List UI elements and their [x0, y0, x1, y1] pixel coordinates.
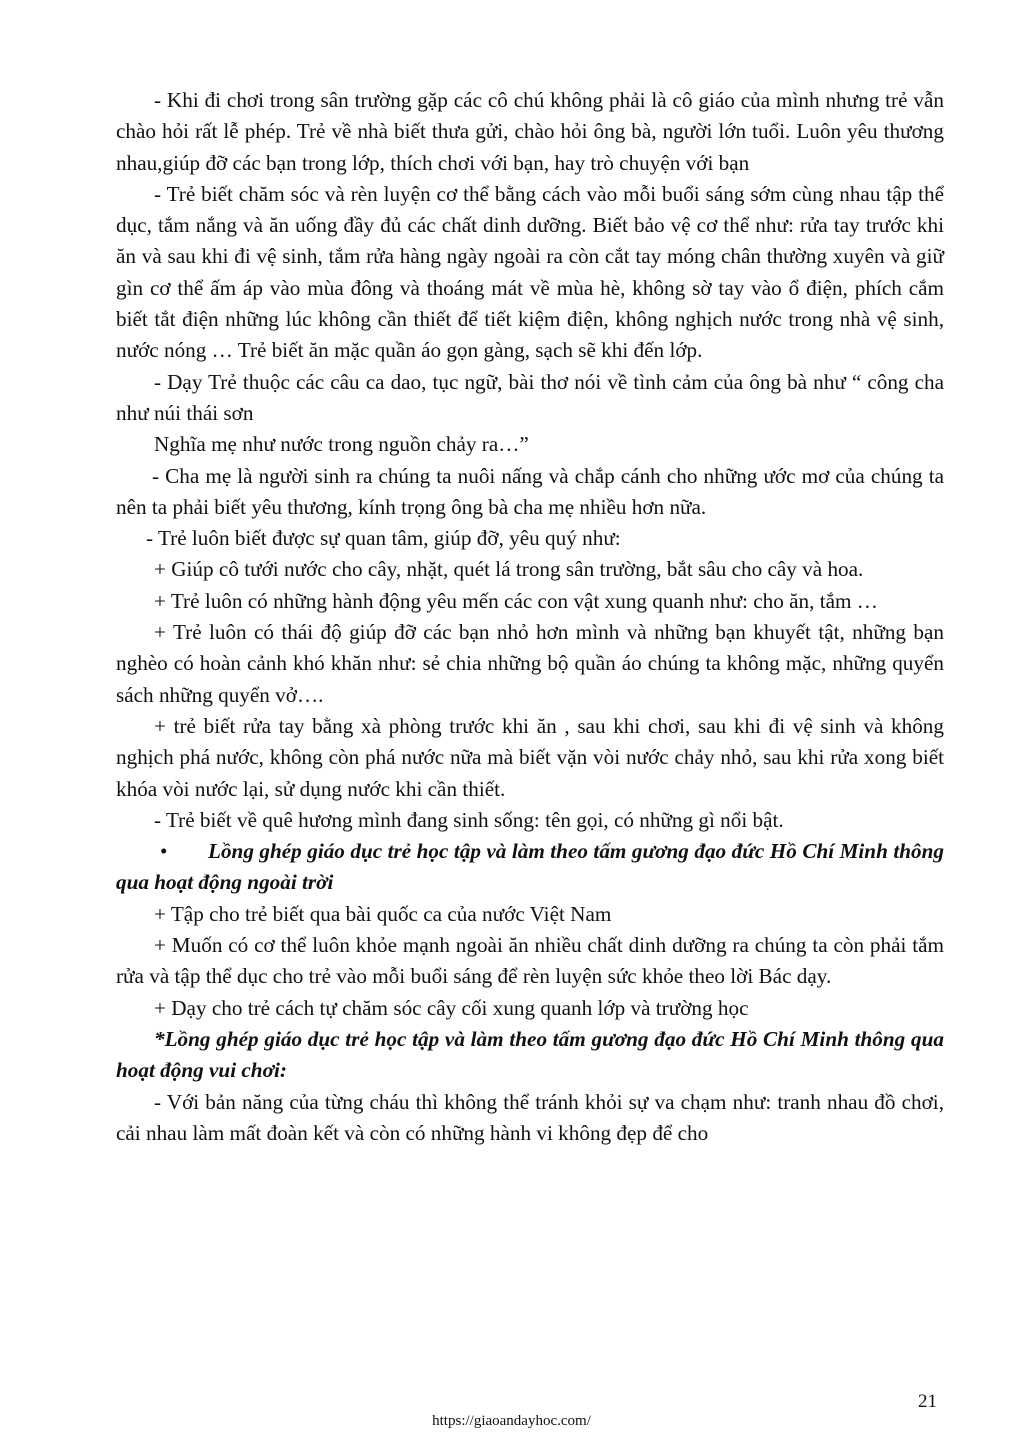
paragraph-parents: - Cha mẹ là người sinh ra chúng ta nuôi nấng và chắp cánh cho những ước mơ của chúng ta nên ta phải biết yêu thương, kính trọng ông bà cha mẹ nhiều hơn nữa.: [116, 463, 944, 519]
paragraph-care-list-intro: - Trẻ luôn biết được sự quan tâm, giúp đỡ, yêu quý như:: [146, 526, 621, 551]
bullet-icon: •: [160, 839, 168, 864]
paragraph-body-care: - Trẻ biết chăm sóc và rèn luyện cơ thể bằng cách vào mỗi buổi sáng sớm cùng nhau tập thể dục, tắm nắng và ăn uống đầy đủ các chất dinh dưỡng. Biết bảo vệ cơ thể như: rửa tay trước khi ăn và sau khi đi vệ sinh, tắm rửa hàng ngày ngoài ra còn cắt tay móng chân thường xuyên và giữ gìn cơ thể ấm áp vào mùa đông và thoáng mát về mùa hè, không sờ tay vào ổ điện, phích cắm biết tắt điện những lúc không cần thiết để tiết kiệm điện, không nghịch nước trong nhà vệ sinh, nước nóng … Trẻ biết ăn mặc quần áo gọn gàng, sạch sẽ khi đến lớp.: [116, 181, 944, 363]
paragraph-hand-washing: + trẻ biết rửa tay bằng xà phòng trước khi ăn , sau khi chơi, sau khi đi vệ sinh và không nghịch phá nước, không còn phá nước nữa mà biết vặn vòi nước chảy nhỏ, sau khi rửa xong biết khóa vòi nước lại, sử dụng nước khi cần thiết.: [116, 713, 944, 801]
section-heading-outdoor: [116, 836, 944, 899]
paragraph-folk-verses: - Dạy Trẻ thuộc các câu ca dao, tục ngữ, bài thơ nói về tình cảm của ông bà như “ công cha như núi thái sơn: [116, 369, 944, 425]
paragraph-verse-line: Nghĩa mẹ như nước trong nguồn chảy ra…”: [154, 432, 529, 457]
section-heading-play: *Lồng ghép giáo dục trẻ học tập và làm theo tấm gương đạo đức Hồ Chí Minh thông qua hoạt động vui chơi:: [116, 1026, 944, 1083]
document-body: [116, 85, 944, 1149]
paragraph-help-friends: + Trẻ luôn có thái độ giúp đỡ các bạn nhỏ hơn mình và những bạn khuyết tật, những bạn nghèo có hoàn cảnh khó khăn như: sẻ chia những bộ quần áo chúng ta không mặc, những quyển sách những quyển vở….: [116, 620, 944, 707]
page-number: 21: [918, 1391, 937, 1412]
paragraph-help-teacher: + Giúp cô tưới nước cho cây, nhặt, quét lá trong sân trường, bắt sâu cho cây và hoa.: [154, 557, 864, 582]
paragraph-exercise: + Muốn có cơ thể luôn khỏe mạnh ngoài ăn nhiều chất dinh dưỡng ra chúng ta còn phải tắm rửa và tập thể dục cho trẻ vào mỗi buổi sáng để rèn luyện sức khỏe theo lời Bác dạy.: [116, 933, 944, 989]
paragraph-instinct: - Với bản năng của từng cháu thì không thể tránh khỏi sự va chạm như: tranh nhau đồ chơi, cải nhau làm mất đoàn kết và còn có những hành vi không đẹp để cho: [116, 1089, 944, 1145]
footer-url: https://giaoandayhoc.com/: [432, 1413, 591, 1429]
paragraph-anthem: + Tập cho trẻ biết qua bài quốc ca của nước Việt Nam: [154, 901, 612, 926]
paragraph-greeting: - Khi đi chơi trong sân trường gặp các cô chú không phải là cô giáo của mình nhưng trẻ vẫn chào hỏi rất lễ phép. Trẻ về nhà biết thưa gửi, chào hỏi ông bà, người lớn tuổi. Luôn yêu thương nhau,giúp đỡ các bạn trong lớp, thích chơi với bạn, hay trò chuyện với bạn: [116, 88, 944, 175]
paragraph-plant-care: + Dạy cho trẻ cách tự chăm sóc cây cối xung quanh lớp và trường học: [154, 995, 749, 1020]
paragraph-love-animals: + Trẻ luôn có những hành động yêu mến các con vật xung quanh như: cho ăn, tắm …: [154, 588, 878, 613]
section-heading-outdoor-text: Lồng ghép giáo dục trẻ học tập và làm theo tấm gương đạo đức Hồ Chí Minh thông qua hoạt động ngoài trời: [116, 839, 944, 895]
paragraph-homeland: - Trẻ biết về quê hương mình đang sinh sống: tên gọi, có những gì nổi bật.: [154, 807, 784, 832]
